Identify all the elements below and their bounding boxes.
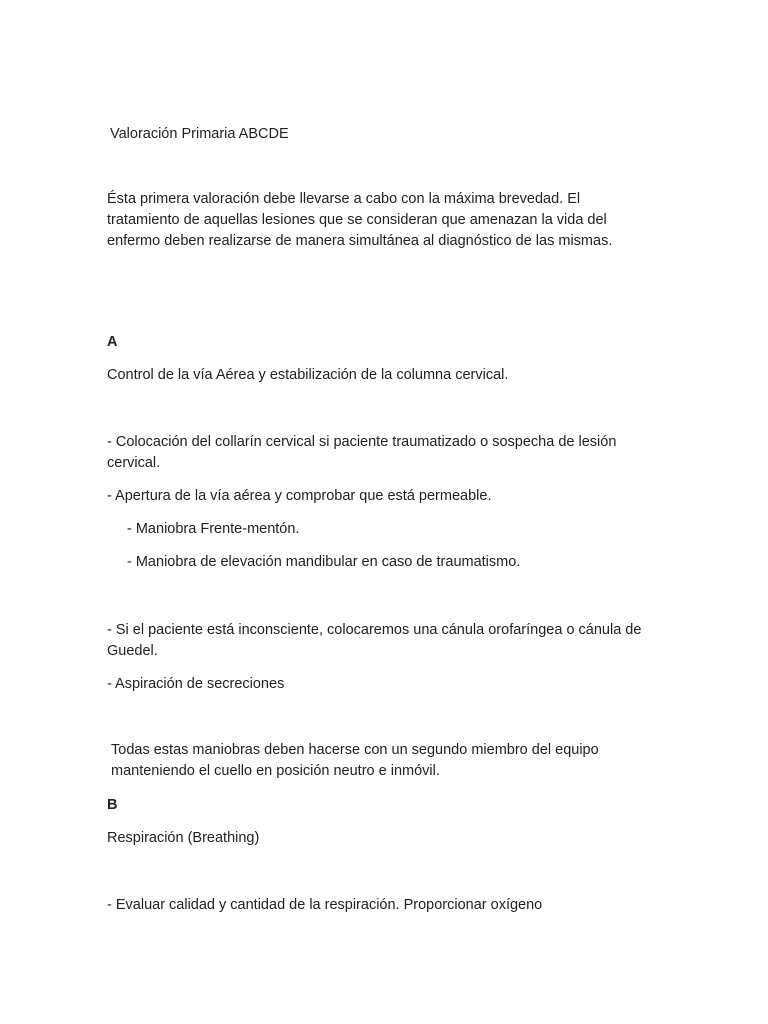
section-a-subtitle: Control de la vía Aérea y estabilización de la columna cervical. [107, 367, 509, 383]
section-a-item-cannula: - Si el paciente está inconsciente, colocaremos una cánula orofaríngea o cánula de Guedel. [107, 622, 642, 659]
section-a-subitem-chin-lift: - Maniobra Frente-mentón. [127, 521, 300, 537]
section-a-subitem-jaw-thrust: - Maniobra de elevación mandibular en caso de traumatismo. [127, 554, 521, 570]
section-b-subtitle: Respiración (Breathing) [107, 830, 260, 846]
section-b-heading: B [107, 797, 118, 813]
section-a-item-collar: - Colocación del collarín cervical si paciente traumatizado o sospecha de lesión cervical. [107, 434, 617, 471]
section-b-item-breathing: - Evaluar calidad y cantidad de la respiración. Proporcionar oxígeno [107, 897, 543, 913]
section-a-heading: A [107, 334, 118, 350]
document-title: Valoración Primaria ABCDE [110, 126, 289, 142]
section-a-item-airway: - Apertura de la vía aérea y comprobar que está permeable. [107, 488, 492, 504]
section-a-note: Todas estas maniobras deben hacerse con un segundo miembro del equipo manteniendo el cuello en posición neutro e inmóvil. [111, 742, 599, 779]
intro-paragraph: Ésta primera valoración debe llevarse a cabo con la máxima brevedad. El tratamiento de aquellas lesiones que se consideran que amenazan la vida del enfermo deben realizarse de manera simultánea al diagnóstico de las mismas. [107, 191, 613, 249]
section-a-item-suction: - Aspiración de secreciones [107, 676, 285, 692]
